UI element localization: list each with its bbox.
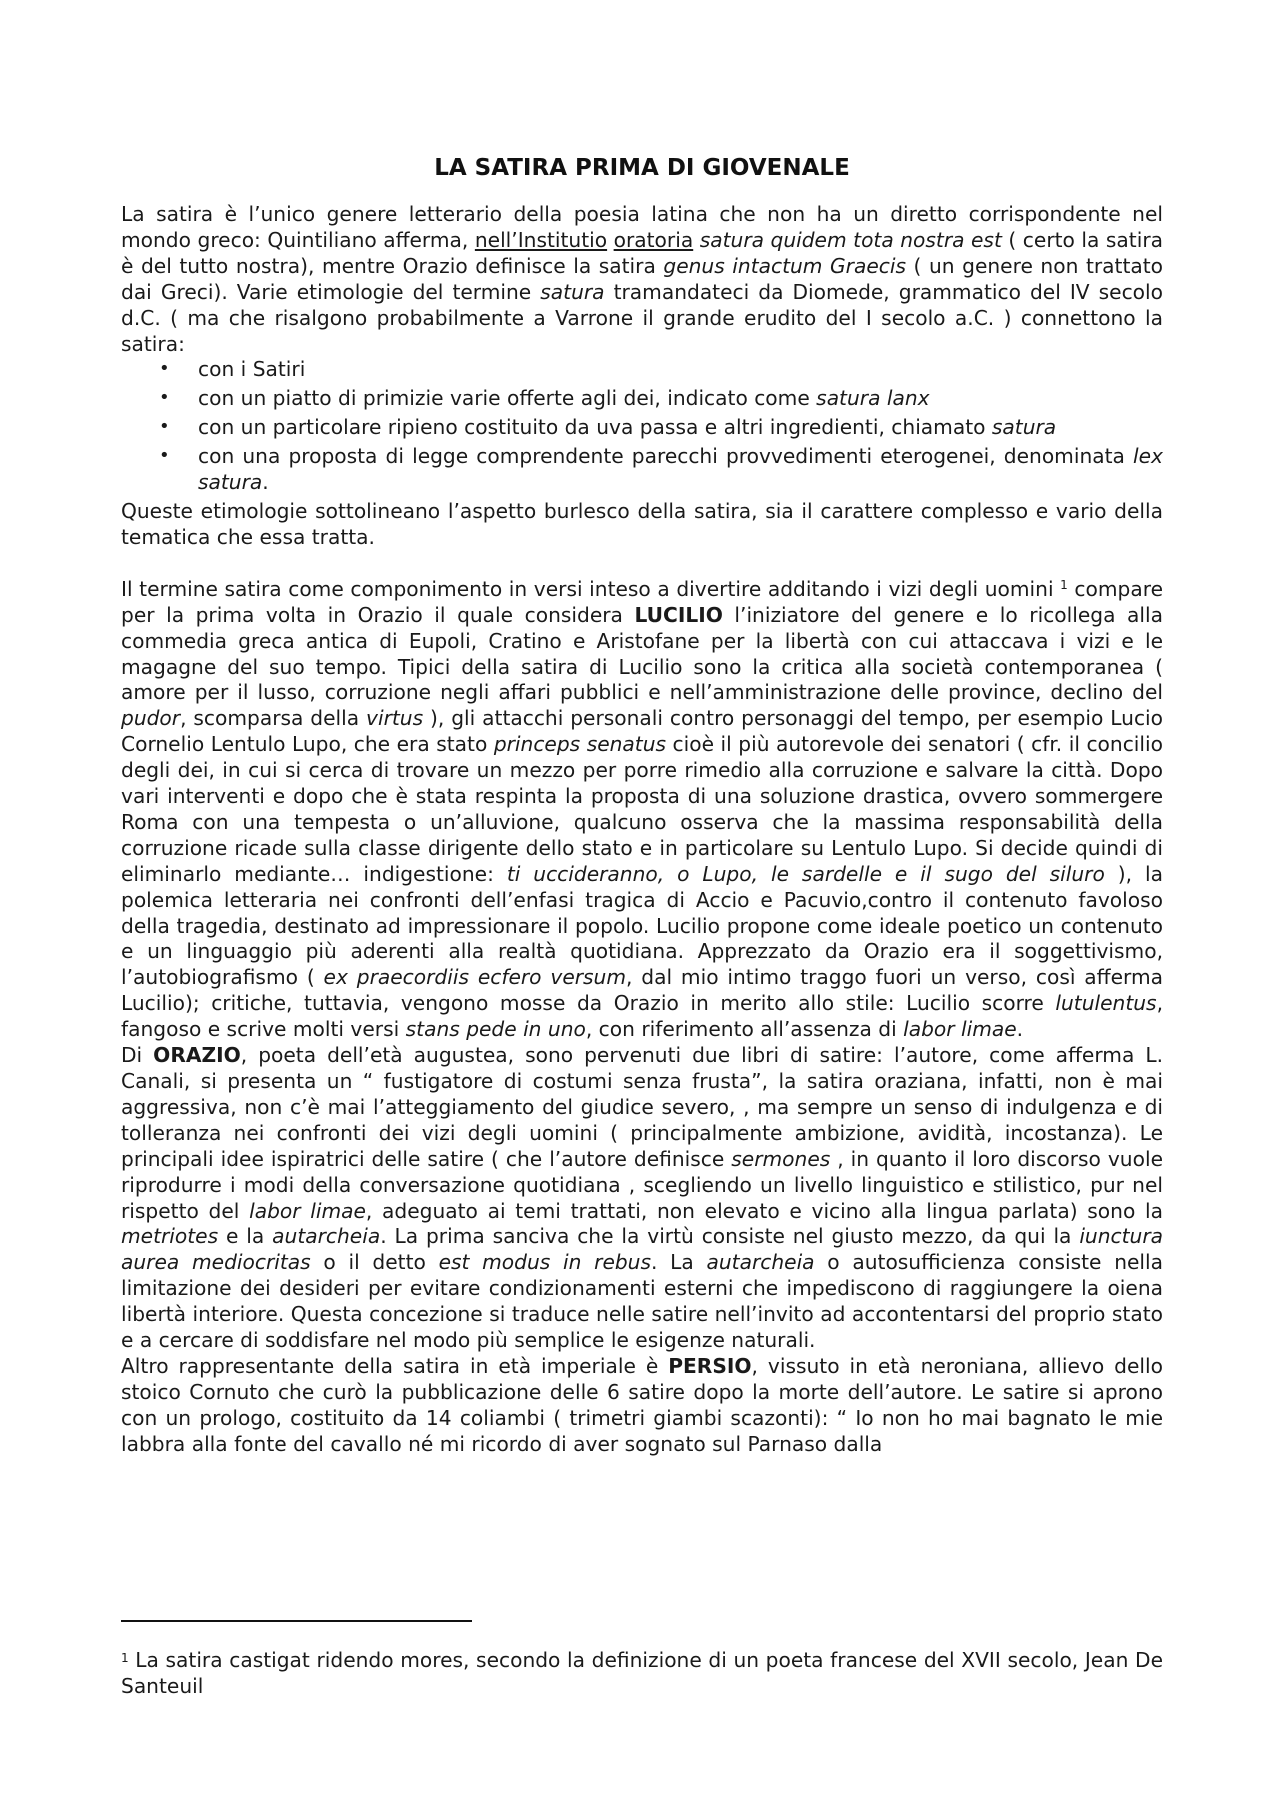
footnote-text: La satira castigat ridendo mores, secondo la definizione di un poeta francese del XVII secolo, Jean De Santeuil — [121, 1648, 1163, 1698]
document-page — [121, 150, 1163, 1458]
paragraph-orazio — [121, 1043, 1163, 1354]
latin-term: virtus — [366, 706, 424, 731]
document-title: LA SATIRA PRIMA DI GIOVENALE — [434, 155, 850, 181]
underlined-word: nell’Institutio — [474, 227, 608, 252]
author-name: ORAZIO — [153, 1043, 241, 1068]
text-run: ( certo la satira è del tutto nostra), mentre Orazio definisce la satira — [121, 227, 1163, 278]
text-run: , con riferimento all’assenza di — [585, 1017, 904, 1042]
latin-term: pudor — [121, 706, 181, 731]
footnote-separator — [121, 1620, 472, 1622]
text-run: , dal mio intimo traggo fuori un verso, così afferma Lucilio); critiche, tuttavia, vengono mosse da Orazio in merito allo stile: Lucilio scorre — [121, 965, 1163, 1016]
latin-quote: ex praecordiis ecfero versum — [323, 965, 627, 990]
latin-term: lutulentus — [1055, 991, 1157, 1016]
text-run: . La prima sanciva che la virtù consiste nel giusto mezzo, da qui la — [380, 1224, 1080, 1249]
footnote-reference[interactable]: 1 — [1060, 577, 1068, 592]
footnote-mark: 1 — [121, 1651, 129, 1665]
text-run: , poeta dell’età augustea, sono pervenuti due libri di satire: l’autore, come afferma L. Canali, si presenta un “ fustigatore di costumi senza frusta”, la satira oraziana, infatti, non è mai aggressiva, non c’è mai l’atteggiamento del giudice severo, , ma sempre un senso di indulgenza e di tolleranza nei confronti dei vizi degli uomini ( principalmente ambizione, avidità, incostanza). Le principali idee ispiratrici delle satire ( che l’autore definisce — [121, 1043, 1163, 1171]
latin-term: sermones — [731, 1146, 831, 1171]
latin-quote: iunctura aurea mediocritas — [121, 1224, 1163, 1275]
latin-term: princeps senatus — [493, 732, 667, 757]
author-name: PERSIO — [668, 1353, 752, 1378]
text-run: con un piatto di primizie varie offerte agli dei, indicato come — [198, 386, 817, 411]
author-name: LUCILIO — [634, 602, 723, 627]
text-run: ), la polemica letteraria nei confronti dell’enfasi tragica di Accio e Pacuvio,contro il contenuto favoloso della tragedia, destinato ad impressionare il popolo. Lucilio propone come ideale poetico un contenuto e un linguaggio più aderenti alla realtà quotidiana. Apprezzato da Orazio era il soggettivismo, l’autobiografismo ( — [121, 861, 1163, 990]
paragraph-lucilio — [121, 577, 1163, 1043]
paragraph-persio — [121, 1354, 1163, 1458]
text-run: con una proposta di legge comprendente parecchi provvedimenti eterogenei, denominata — [198, 444, 1134, 469]
latin-quote: genus intactum Graecis — [663, 253, 906, 278]
greek-term: autarcheia — [272, 1224, 381, 1249]
latin-term: labor limae — [249, 1198, 366, 1223]
latin-term: satura — [540, 279, 605, 304]
text-run: . — [1016, 1017, 1024, 1042]
list-item — [121, 415, 1163, 441]
list-item — [121, 357, 1163, 383]
latin-term: satura — [991, 415, 1057, 440]
text-run: Di — [121, 1043, 154, 1068]
latin-quote: stans pede in uno — [405, 1017, 586, 1042]
greek-term: metriotes — [121, 1224, 219, 1249]
text-run: La satira è l’unico genere letterario della poesia latina che non ha un diretto corrispondente nel mondo greco: Quintiliano afferma, — [121, 202, 1163, 252]
paragraph-gap — [121, 551, 1163, 577]
quote: ti uccideranno, o Lupo, le sardelle e il sugo del siluro — [506, 861, 1105, 886]
paragraph-etymology-summary: Queste etimologie sottolineano l’aspetto burlesco della satira, sia il carattere complesso e vario della tematica che essa tratta. — [121, 498, 1163, 549]
text-run: , fangoso e scrive molti versi — [121, 991, 1163, 1042]
text-run: ( un genere non trattato dai Greci). Varie etimologie del termine — [121, 253, 1163, 304]
text-run: e la — [218, 1224, 273, 1249]
list-item — [121, 444, 1163, 496]
underlined-word: oratoria — [613, 227, 694, 252]
text-run: . — [262, 470, 269, 495]
text-run: ), gli attacchi personali contro personaggi del tempo, per esempio Lucio Cornelio Lentulo Lupo, che era stato — [121, 706, 1163, 757]
text-run: con i Satiri — [198, 357, 306, 382]
latin-term: satura lanx — [816, 386, 930, 411]
text-run: . La — [651, 1250, 707, 1275]
text-run: o il detto — [310, 1250, 439, 1275]
greek-term: autarcheia — [706, 1250, 815, 1275]
latin-quote: est modus in rebus — [438, 1250, 651, 1275]
list-item — [121, 386, 1163, 412]
text-run: , adeguato ai temi trattati, non elevato e vicino alla lingua parlata) sono la — [365, 1198, 1163, 1223]
text-run: , vissuto in età neroniana, allievo dello stoico Cornuto che curò la pubblicazione delle 6 satire dopo la morte dell’autore. Le satire si aprono con un prologo, costituito da 14 coliambi ( trimetri giambi scazonti): “ Io non ho mai bagnato le mie labbra alla fonte del cavallo né mi ricordo di aver sognato sul Parnaso dalla — [121, 1353, 1163, 1456]
footnote — [121, 1648, 1163, 1700]
text-run: tramandateci da Diomede, grammatico del IV secolo d.C. ( ma che risalgono probabilmente a Varrone il grande erudito del I secolo a.C. ) connettono la satira: — [121, 279, 1163, 356]
paragraph-intro — [121, 202, 1163, 357]
latin-term: lex satura — [198, 444, 1163, 495]
latin-quote: satura quidem tota nostra est — [699, 227, 1002, 252]
text-run: o autosufficienza consiste nella limitazione dei desideri per evitare condizionamenti esterni che impediscono di raggiungere la oiena libertà interiore. Questa concezione si traduce nelle satire nell’invito ad accontentarsi del proprio stato e a cercare di soddisfare nel modo più semplice le esigenze naturali. — [121, 1250, 1163, 1353]
latin-term: labor limae — [903, 1017, 1017, 1042]
text-run: con un particolare ripieno costituito da uva passa e altri ingredienti, chiamato — [198, 415, 992, 440]
text-run: Altro rappresentante della satira in età imperiale è — [121, 1353, 669, 1378]
text-run: , in quanto il loro discorso vuole riprodurre i modi della conversazione quotidiana , scegliendo un livello linguistico e stilistico, pur nel rispetto del — [121, 1146, 1163, 1223]
text-run: cioè il più autorevole dei senatori ( cfr. il concilio degli dei, in cui si cerca di trovare un mezzo per porre rimedio alla corruzione e salvare la città. Dopo vari interventi e dopo che è stata respinta la proposta di una soluzione drastica, ovvero sommergere Roma con una tempesta o un’alluvione, qualcuno osserva che la massima responsabilità della corruzione ricade sulla classe dirigente dello stato e in particolare su Lentulo Lupo. Si decide quindi di eliminarlo mediante… indigestione: — [121, 732, 1163, 886]
text-run: , scomparsa della — [180, 706, 367, 731]
text-run: l’iniziatore del genere e lo ricollega alla commedia greca antica di Eupoli, Cratino e Aristofane per la libertà con cui attaccava i vizi e le magagne del suo tempo. Tipici della satira di Lucilio sono la critica alla società contemporanea ( amore per il lusso, corruzione negli affari pubblici e nell’amministrazione delle province, declino del — [121, 602, 1163, 705]
text-run: Il termine satira come componimento in versi inteso a divertire additando i vizi degli uomini — [121, 576, 1061, 601]
etymology-list — [121, 357, 1163, 496]
text-run: compare per la prima volta in Orazio il quale considera — [121, 576, 1163, 627]
